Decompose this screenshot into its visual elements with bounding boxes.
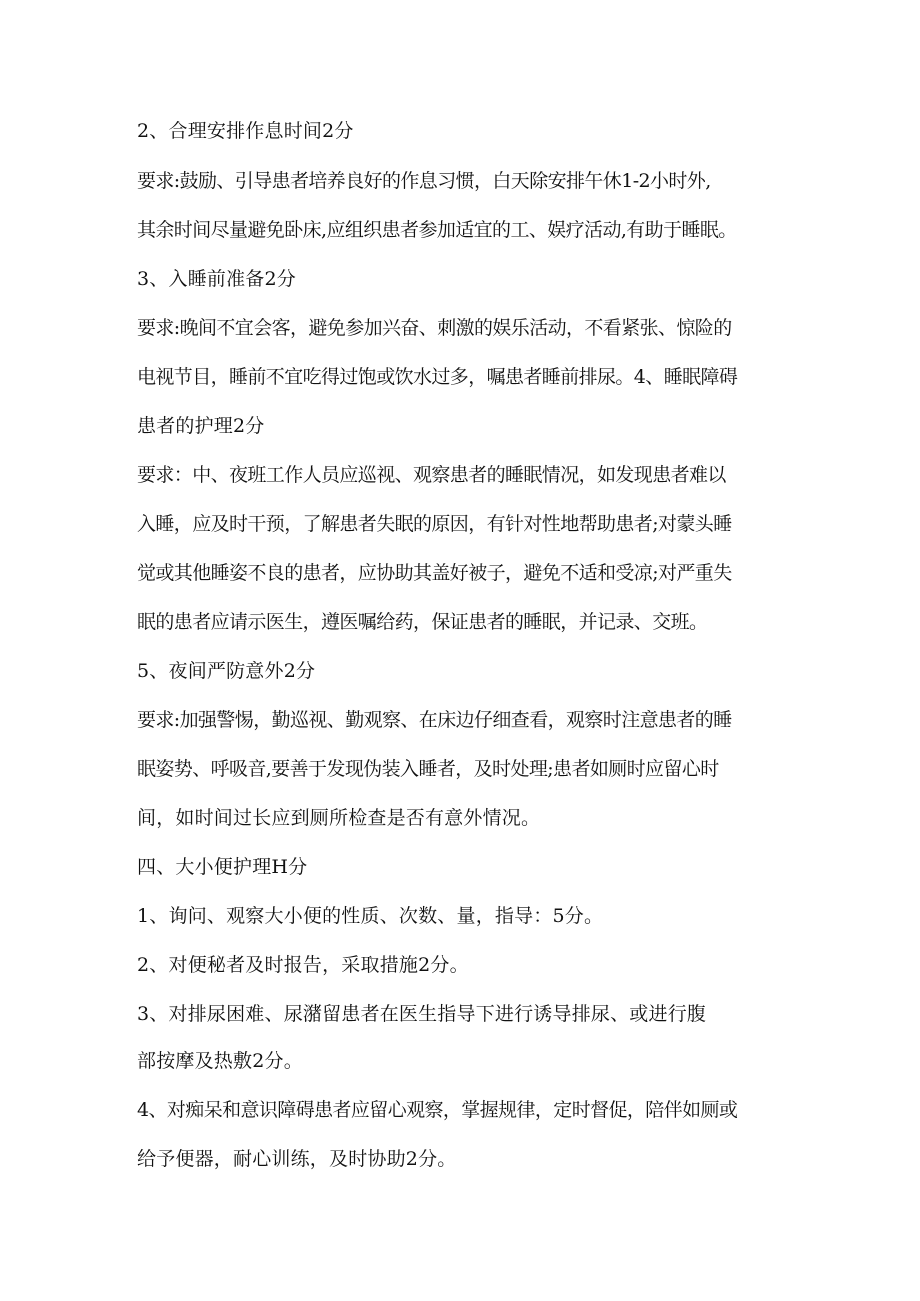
paragraph-line: 要求：中、夜班工作人员应巡视、观察患者的睡眠情况，如发现患者难以 — [137, 464, 726, 486]
paragraph-line: 要求:加强警惕，勤巡视、勤观察、在床边仔细查看，观察时注意患者的睡 — [137, 709, 732, 731]
list-item: 4、对痴呆和意识障碍患者应留心观察，掌握规律，定时督促，陪伴如厕或 — [137, 1099, 738, 1121]
heading-excretion-care: 四、大小便护理H分 — [137, 856, 308, 878]
paragraph-line: 要求:晚间不宜会客，避免参加兴奋、刺激的娱乐活动，不看紧张、惊险的 — [137, 317, 732, 339]
list-item-continuation: 给予便器，耐心训练，及时协助2分。 — [137, 1148, 457, 1170]
paragraph-line: 眠姿势、呼吸音,要善于发现伪装入睡者，及时处理;患者如厕时应留心时 — [137, 758, 719, 780]
paragraph-line: 患者的护理2分 — [137, 415, 265, 437]
paragraph-line: 要求:鼓励、引导患者培养良好的作息习惯，白天除安排午休1-2小时外, — [137, 170, 711, 192]
list-item: 1、询问、观察大小便的性质、次数、量，指导：5分。 — [137, 905, 604, 927]
list-item-continuation: 部按摩及热敷2分。 — [137, 1050, 303, 1072]
heading-night-safety: 5、夜间严防意外2分 — [137, 660, 316, 682]
paragraph-line: 电视节目，睡前不宜吃得过饱或饮水过多，嘱患者睡前排尿。4、睡眠障碍 — [137, 366, 738, 388]
paragraph-line: 间，如时间过长应到厕所检查是否有意外情况。 — [137, 807, 541, 829]
heading-bedtime-prep: 3、入睡前准备2分 — [137, 268, 296, 290]
heading-rest-schedule: 2、合理安排作息时间2分 — [137, 120, 354, 142]
list-item: 2、对便秘者及时报告，采取措施2分。 — [137, 954, 469, 976]
list-item: 3、对排尿困难、尿潴留患者在医生指导下进行诱导排尿、或进行腹 — [137, 1003, 707, 1025]
paragraph-line: 入睡，应及时干预，了解患者失眠的原因，有针对性地帮助患者;对蒙头睡 — [137, 513, 732, 535]
paragraph-line: 眠的患者应请示医生，遵医嘱给药，保证患者的睡眠，并记录、交班。 — [137, 611, 708, 633]
paragraph-line: 觉或其他睡姿不良的患者，应协助其盖好被子，避免不适和受凉;对严重失 — [137, 562, 732, 584]
paragraph-line: 其余时间尽量避免卧床,应组织患者参加适宜的工、娱疗活动,有助于睡眠。 — [137, 219, 737, 241]
